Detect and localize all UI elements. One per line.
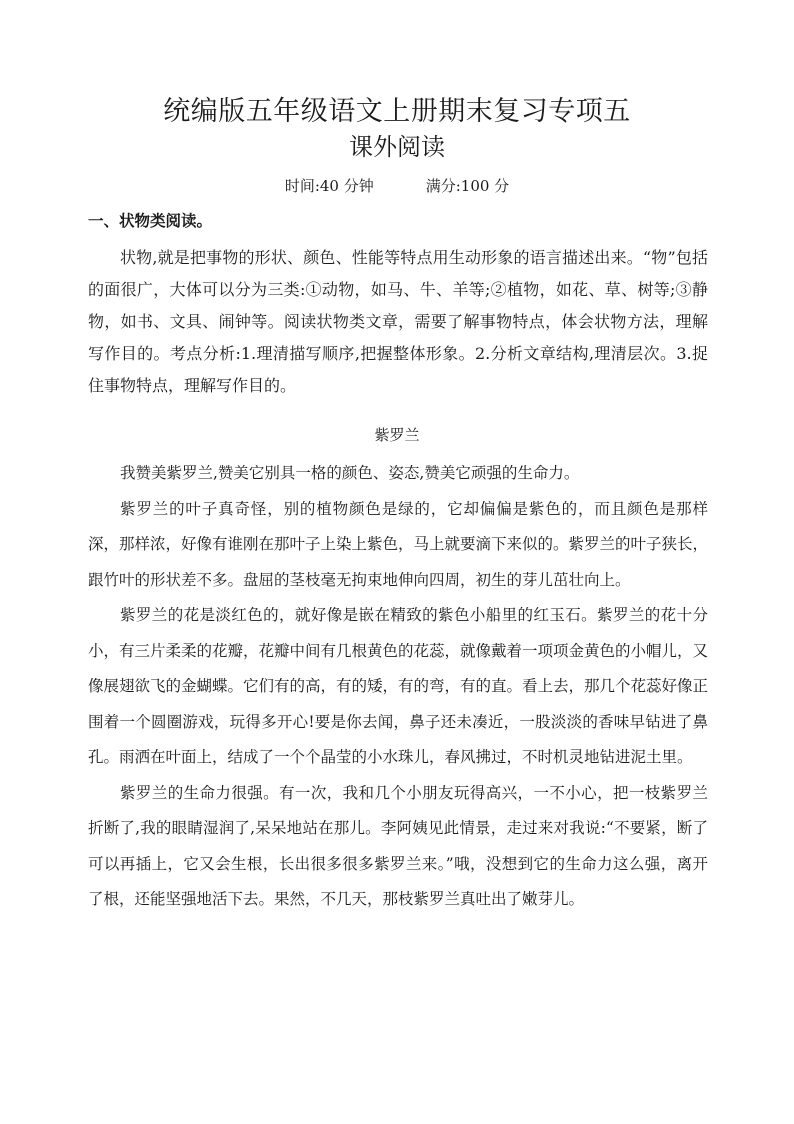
page-title: 统编版五年级语文上册期末复习专项五 <box>163 96 631 127</box>
total-score: 满分:100 分 <box>425 177 510 195</box>
passage-paragraph: 我赞美紫罗兰,赞美它别具一格的颜色、姿态,赞美它顽强的生命力。 <box>120 464 580 482</box>
passage-body <box>88 456 708 918</box>
section-heading: 一、状物类阅读。 <box>88 212 213 230</box>
section-intro: 状物,就是把事物的形状、颜色、性能等特点用生动形象的语言描述出来。“物”包括的面很广，大体可以分为三类:①动物，如马、牛、羊等;②植物，如花、草、树等;③静物，如书、文具、闹钟等。阅读状物类文章，需要了解事物特点，体会状物方法，理解写作目的。考点分析:1.理清描写顺序,把握整体形象。2.分析文章结构,理清层次。3.捉住事物特点，理解写作目的。 <box>88 248 708 395</box>
time-limit: 时间:40 分钟 <box>284 177 374 195</box>
passage-paragraph: 紫罗兰的花是淡红色的，就好像是嵌在精致的紫色小船里的红玉石。紫罗兰的花十分小，有三片柔柔的花瓣，花瓣中间有几根黄色的花蕊，就像戴着一项项金黄色的小帽儿，又像展翅欲飞的金蝴蝶。它们有的高，有的矮，有的弯，有的直。看上去，那几个花蕊好像正围着一个圆圈游戏，玩得多开心!要是你去闻，鼻子还未凑近，一股淡淡的香味早钻进了鼻孔。雨洒在叶面上，结成了一个个晶莹的小水珠儿，春风拂过，不时机灵地钻进泥土里。 <box>88 606 709 766</box>
passage-title: 紫罗兰 <box>374 426 420 444</box>
passage-paragraph: 紫罗兰的叶子真奇怪，别的植物颜色是绿的，它却偏偏是紫色的，而且颜色是那样深，那样浓，好像有谁刚在那叶子上染上紫色，马上就要滴下来似的。紫罗兰的叶子狭长，跟竹叶的形状差不多。盘屈的茎枝毫无拘束地伸向四周，初生的芽儿茁壮向上。 <box>88 499 709 589</box>
page-subtitle: 课外阅读 <box>349 133 445 161</box>
passage-paragraph: 紫罗兰的生命力很强。有一次，我和几个小朋友玩得高兴，一不小心，把一枝紫罗兰折断了,我的眼睛湿润了,呆呆地站在那儿。李阿姨见此情景，走过来对我说:“不要紧，断了可以再插上，它又会生根，长出很多很多紫罗兰来。”哦，没想到它的生命力这么强，离开了根，还能坚强地活下去。果然，不几天，那枝紫罗兰真吐出了嫩芽儿。 <box>88 783 708 908</box>
exam-meta <box>0 174 794 198</box>
